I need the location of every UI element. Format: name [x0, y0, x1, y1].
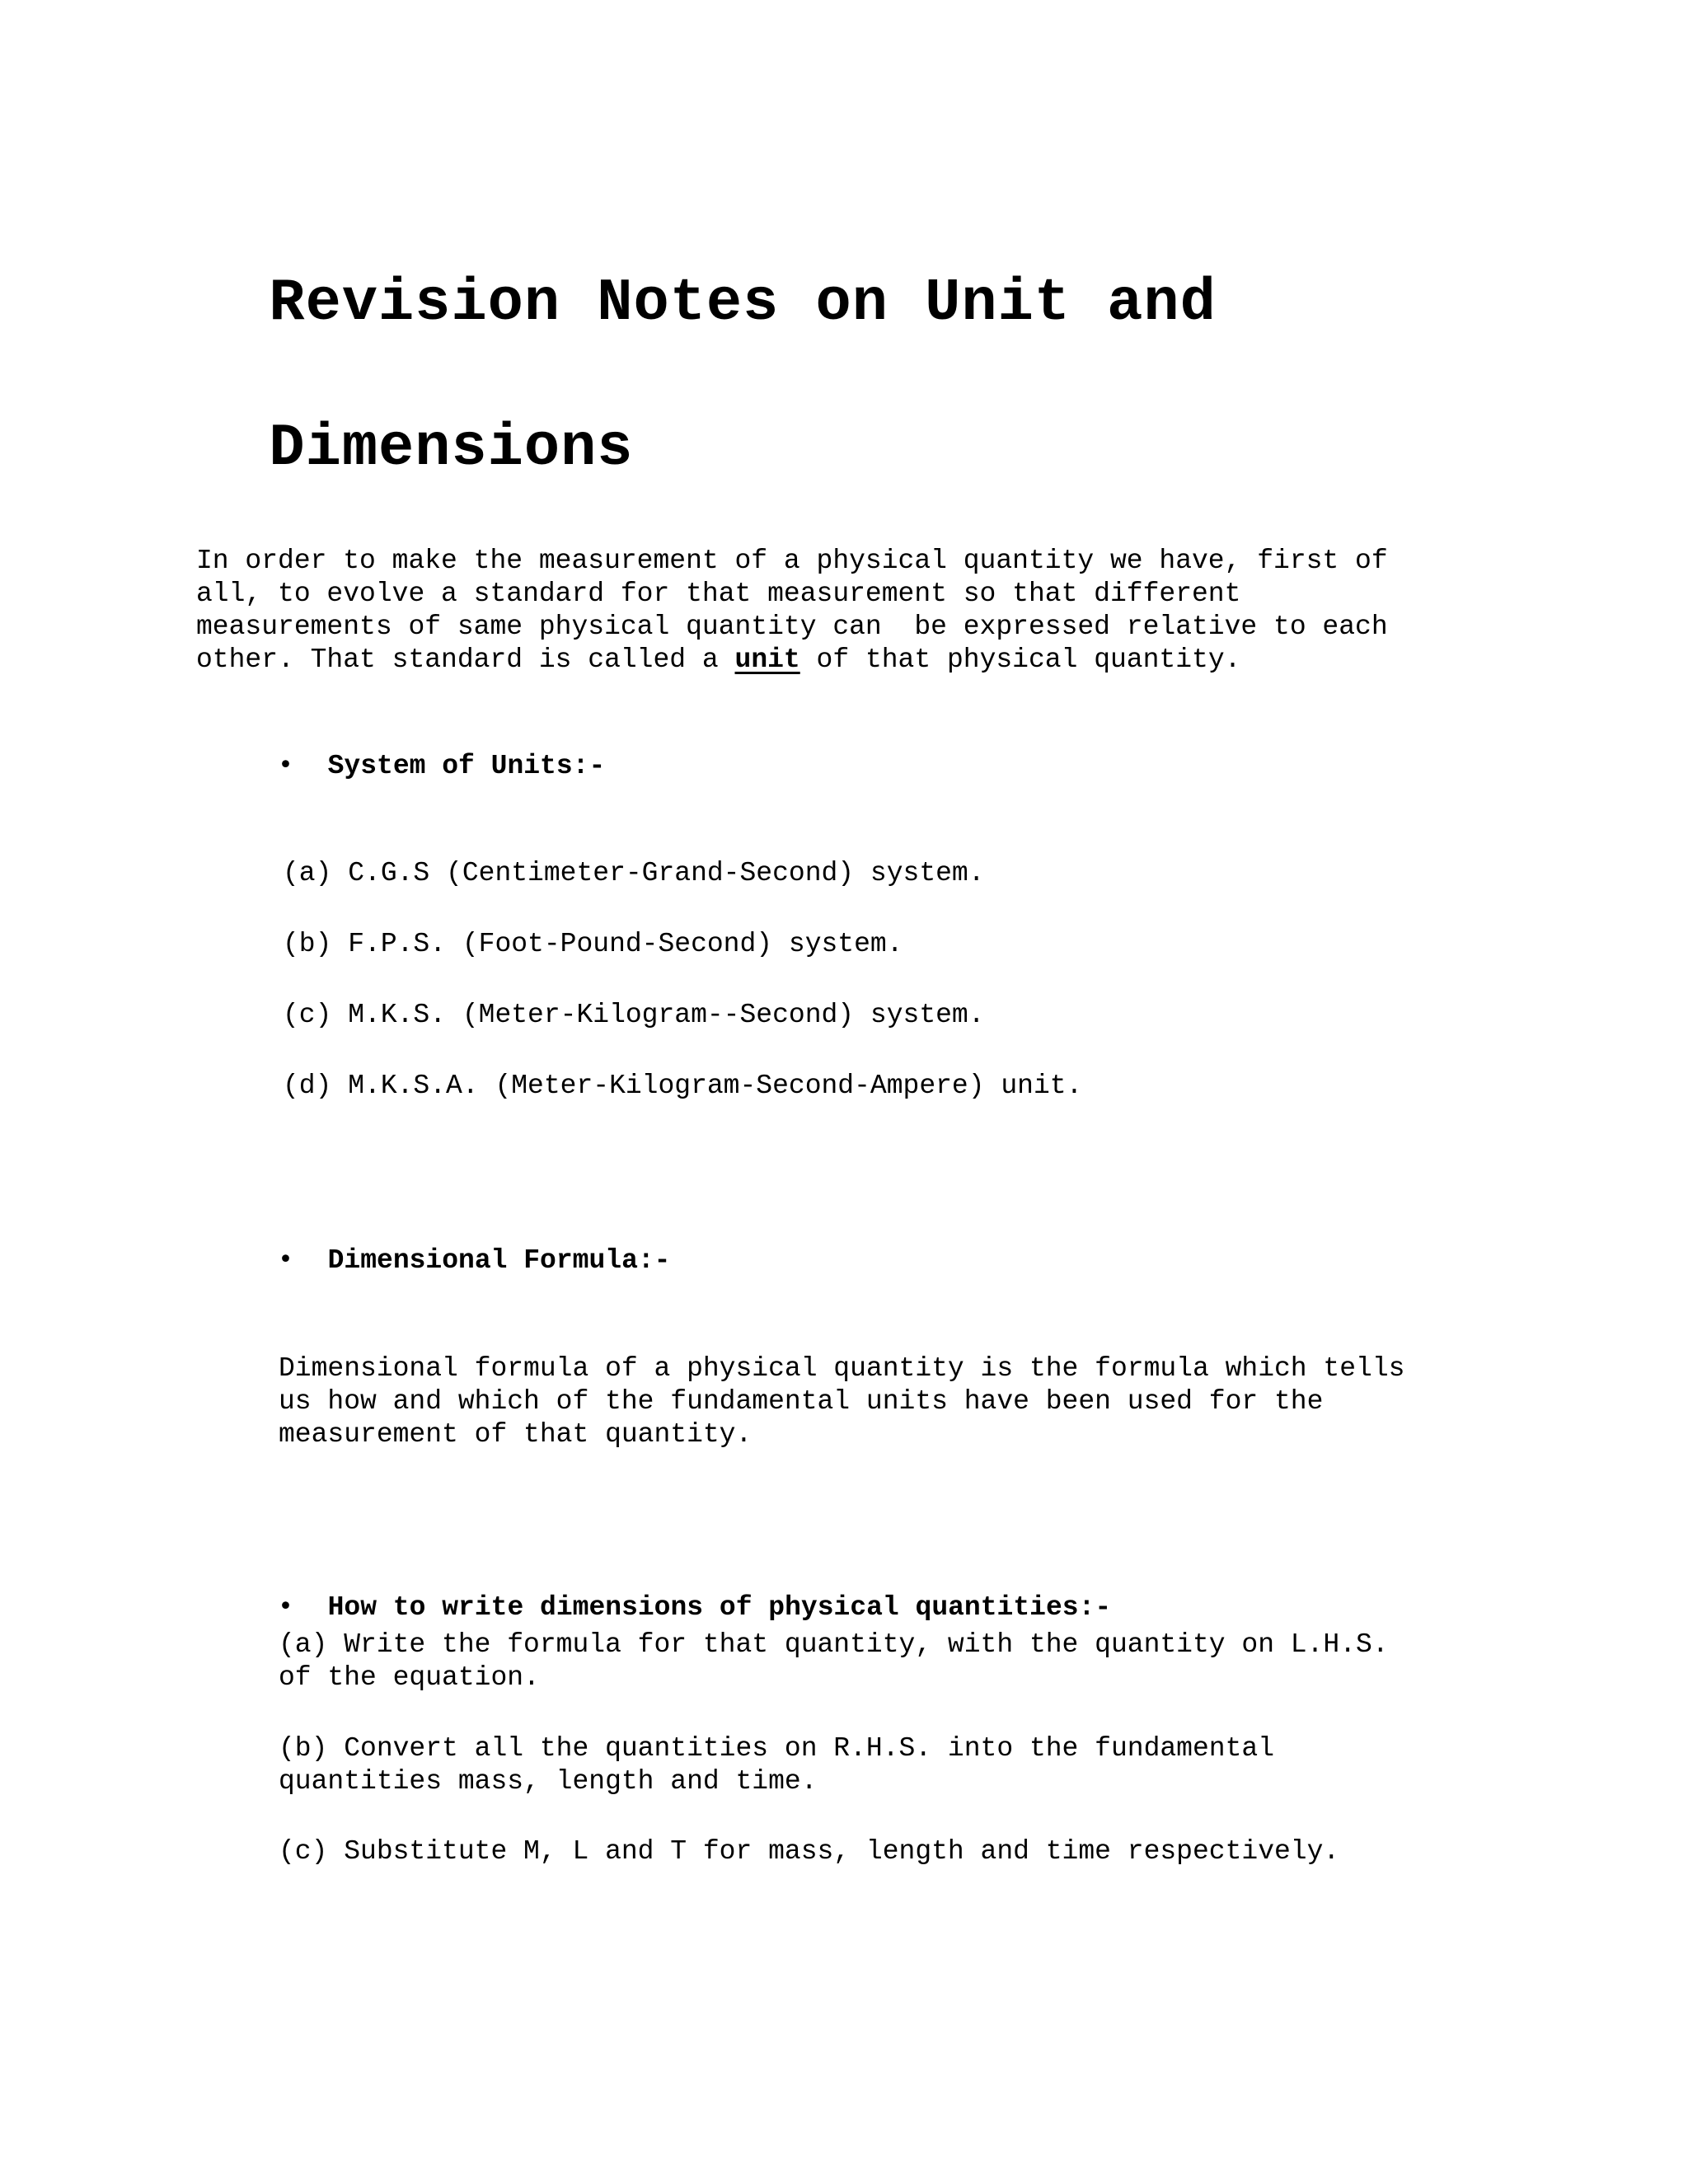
- page-title: [196, 194, 1556, 485]
- title-line-1: Revision Notes on Unit and: [269, 269, 1217, 337]
- intro-line-4-end: of that physical quantity.: [799, 644, 1241, 675]
- step-b-line-1: (b) Convert all the quantities on R.H.S. into the fundamental: [279, 1733, 1274, 1764]
- intro-line-4-start: other. That standard is called a: [196, 644, 735, 675]
- step-a-line-2: of the equation.: [279, 1662, 540, 1693]
- section-heading-text: System of Units:-: [327, 751, 606, 781]
- list-item-cgs: (a) C.G.S (Centimeter-Grand-Second) system.: [283, 858, 985, 888]
- intro-line-2: all, to evolve a standard for that measurement so that different: [196, 579, 1241, 609]
- step-item-a: [279, 1629, 1564, 1694]
- step-c-line-1: (c) Substitute M, L and T for mass, length and time respectively.: [279, 1836, 1340, 1867]
- step-item-b: [279, 1732, 1564, 1798]
- title-line-2: Dimensions: [269, 415, 634, 482]
- unit-term: unit: [734, 644, 800, 675]
- list-item-mks: (c) M.K.S. (Meter-Kilogram--Second) system.: [283, 1000, 985, 1030]
- intro-line-3: measurements of same physical quantity can be expressed relative to each: [196, 612, 1388, 642]
- list-item-mksa: (d) M.K.S.A. (Meter-Kilogram-Second-Ampere) unit.: [283, 1071, 1083, 1101]
- definition-line-2: us how and which of the fundamental units have been used for the: [279, 1386, 1324, 1417]
- definition-line-3: measurement of that quantity.: [279, 1419, 753, 1450]
- bullet-icon: •: [278, 1245, 293, 1274]
- dimensional-formula-definition: [279, 1352, 1564, 1451]
- step-a-line-1: (a) Write the formula for that quantity, with the quantity on L.H.S.: [279, 1629, 1389, 1660]
- section-heading-text: How to write dimensions of physical quantities:-: [327, 1592, 1112, 1623]
- intro-line-1: In order to make the measurement of a physical quantity we have, first of: [196, 546, 1388, 576]
- section-heading-system-of-units: [246, 716, 605, 783]
- section-heading-dimensional-formula: [246, 1211, 670, 1277]
- section-heading-how-to-write-dimensions: [246, 1558, 1111, 1624]
- step-b-line-2: quantities mass, length and time.: [279, 1766, 818, 1797]
- bullet-icon: •: [278, 1592, 293, 1621]
- step-item-c: [279, 1835, 1564, 1868]
- intro-paragraph: [196, 479, 1564, 710]
- bullet-icon: •: [278, 751, 293, 780]
- section-heading-text: Dimensional Formula:-: [327, 1245, 671, 1276]
- list-item-fps: (b) F.P.S. (Foot-Pound-Second) system.: [283, 929, 903, 959]
- intro-line-4: [196, 644, 1564, 677]
- definition-line-1: Dimensional formula of a physical quantity is the formula which tells: [279, 1353, 1405, 1384]
